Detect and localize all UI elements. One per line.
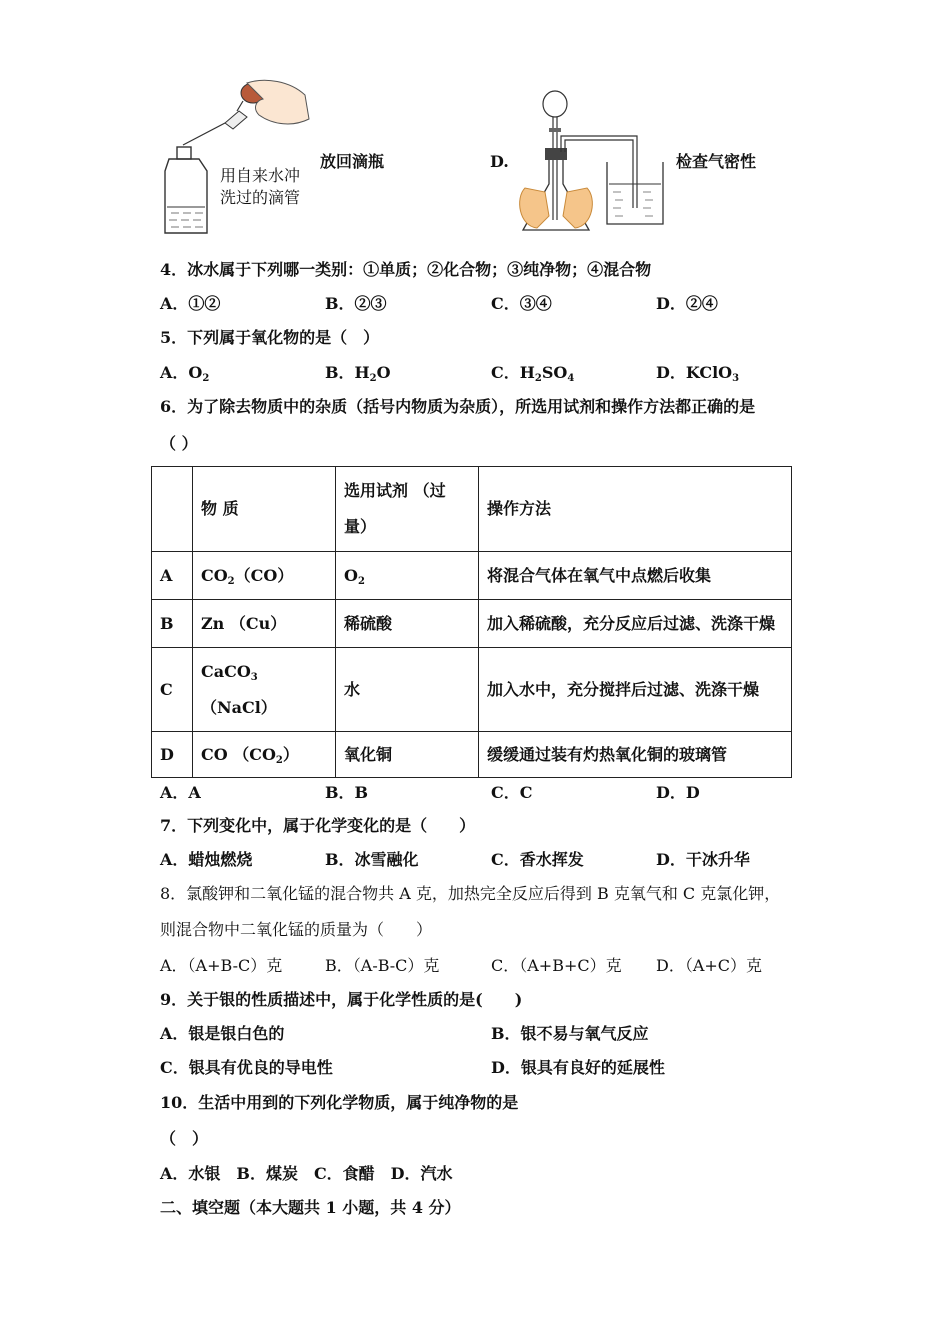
q8-option-a: A．（A+B-C）克 — [160, 956, 283, 975]
q9-option-d: D．银具有良好的延展性 — [491, 1058, 665, 1077]
q6-header-row — [152, 467, 792, 552]
q7-option-c: C．香水挥发 — [491, 850, 584, 869]
q6-stem-line2: （ ） — [160, 434, 198, 453]
airtightness-apparatus-figure — [515, 88, 675, 240]
q9-option-b: B．银不易与氧气反应 — [491, 1024, 649, 1043]
table-row — [152, 552, 792, 600]
row-method: 加入稀硫酸，充分反应后过滤、洗涤干燥 — [479, 600, 792, 648]
row-reagent: 稀硫酸 — [336, 600, 479, 648]
table-row — [152, 732, 792, 778]
row-reagent: 氧化铜 — [336, 732, 479, 778]
header-substance: 物 质 — [193, 467, 336, 552]
row-substance: Zn （Cu） — [193, 600, 336, 648]
q8-option-c: C．（A+B+C）克 — [491, 956, 622, 975]
row-substance: $CO_2(CO)$ — [193, 552, 336, 600]
q10-paren: （ ） — [160, 1129, 209, 1148]
q8-stem-line1: 8．氯酸钾和二氧化锰的混合物共 A 克，加热完全反应后得到 B 克氧气和 C 克氯化钾， — [160, 884, 781, 903]
q4-option-b: B．②③ — [325, 294, 387, 313]
header-method: 操作方法 — [479, 467, 792, 552]
dropper-label: 用自来水冲 洗过的滴管 — [220, 166, 301, 207]
q4-option-d: D．②④ — [656, 294, 718, 313]
row-label: B — [152, 600, 193, 648]
row-method: 缓缓通过装有灼热氧化铜的玻璃管 — [479, 732, 792, 778]
q7-option-b: B．冰雪融化 — [325, 850, 419, 869]
q6-stem-line1: 6．为了除去物质中的杂质（括号内物质为杂质），所选用试剂和操作方法都正确的是 — [160, 397, 756, 416]
airtightness-caption: 检查气密性 — [676, 152, 757, 171]
row-label: C — [152, 648, 193, 732]
row-reagent: $O_2$ — [336, 552, 479, 600]
section-2-heading: 二、填空题（本大题共 1 小题，共 4 分） — [160, 1198, 461, 1217]
q9-stem: 9．关于银的性质描述中，属于化学性质的是( ) — [160, 990, 523, 1009]
q10-options: A．水银 B．煤炭 C．食醋 D．汽水 — [160, 1164, 453, 1183]
row-substance: CO $(CO_2)$ — [193, 732, 336, 778]
q4-stem: 4．冰水属于下列哪一类别：①单质；②化合物；③纯净物；④混合物 — [160, 260, 652, 279]
q7-option-a: A．蜡烛燃烧 — [160, 850, 253, 869]
q7-option-d: D．干冰升华 — [656, 850, 750, 869]
q4-option-a: A．①② — [160, 294, 221, 313]
table-row — [152, 648, 792, 732]
option-d-label: D. — [490, 152, 509, 171]
q8-stem-line2: 则混合物中二氧化锰的质量为（ ） — [160, 920, 433, 939]
q6-option-b: B．B — [325, 783, 369, 802]
header-empty — [152, 467, 193, 552]
row-reagent: 水 — [336, 648, 479, 732]
row-method: 将混合气体在氧气中点燃后收集 — [479, 552, 792, 600]
dropper-bottle-figure — [155, 75, 315, 240]
q5-option-a: A．$O_2$ — [160, 363, 210, 384]
row-substance: CaCO$_3$ （NaCl） — [193, 648, 336, 732]
header-reagent: 选用试剂 （过 量） — [336, 467, 479, 552]
q6-option-c: C．C — [491, 783, 533, 802]
q6-table — [151, 466, 792, 778]
q8-option-d: D．（A+C）克 — [656, 956, 763, 975]
dropper-caption: 放回滴瓶 — [320, 152, 385, 171]
q6-option-d: D．D — [656, 783, 700, 802]
row-label: A — [152, 552, 193, 600]
row-label: D — [152, 732, 193, 778]
q5-option-d: D．KClO$_3$ — [656, 363, 740, 384]
q9-option-c: C．银具有优良的导电性 — [160, 1058, 333, 1077]
q7-stem: 7．下列变化中，属于化学变化的是（ ） — [160, 816, 476, 835]
row-method: 加入水中，充分搅拌后过滤、洗涤干燥 — [479, 648, 792, 732]
table-row — [152, 600, 792, 648]
q5-option-b: B．$H_2O$ — [325, 363, 391, 384]
q6-option-a: A．A — [160, 783, 201, 802]
q4-option-c: C．③④ — [491, 294, 552, 313]
q9-option-a: A．银是银白色的 — [160, 1024, 285, 1043]
q10-stem: 10．生活中用到的下列化学物质，属于纯净物的是 — [160, 1093, 519, 1112]
q8-option-b: B．（A-B-C）克 — [325, 956, 440, 975]
q5-stem: 5．下列属于氧化物的是（ ） — [160, 328, 380, 347]
q5-option-c: C．$H_2SO_4$ — [491, 363, 575, 384]
